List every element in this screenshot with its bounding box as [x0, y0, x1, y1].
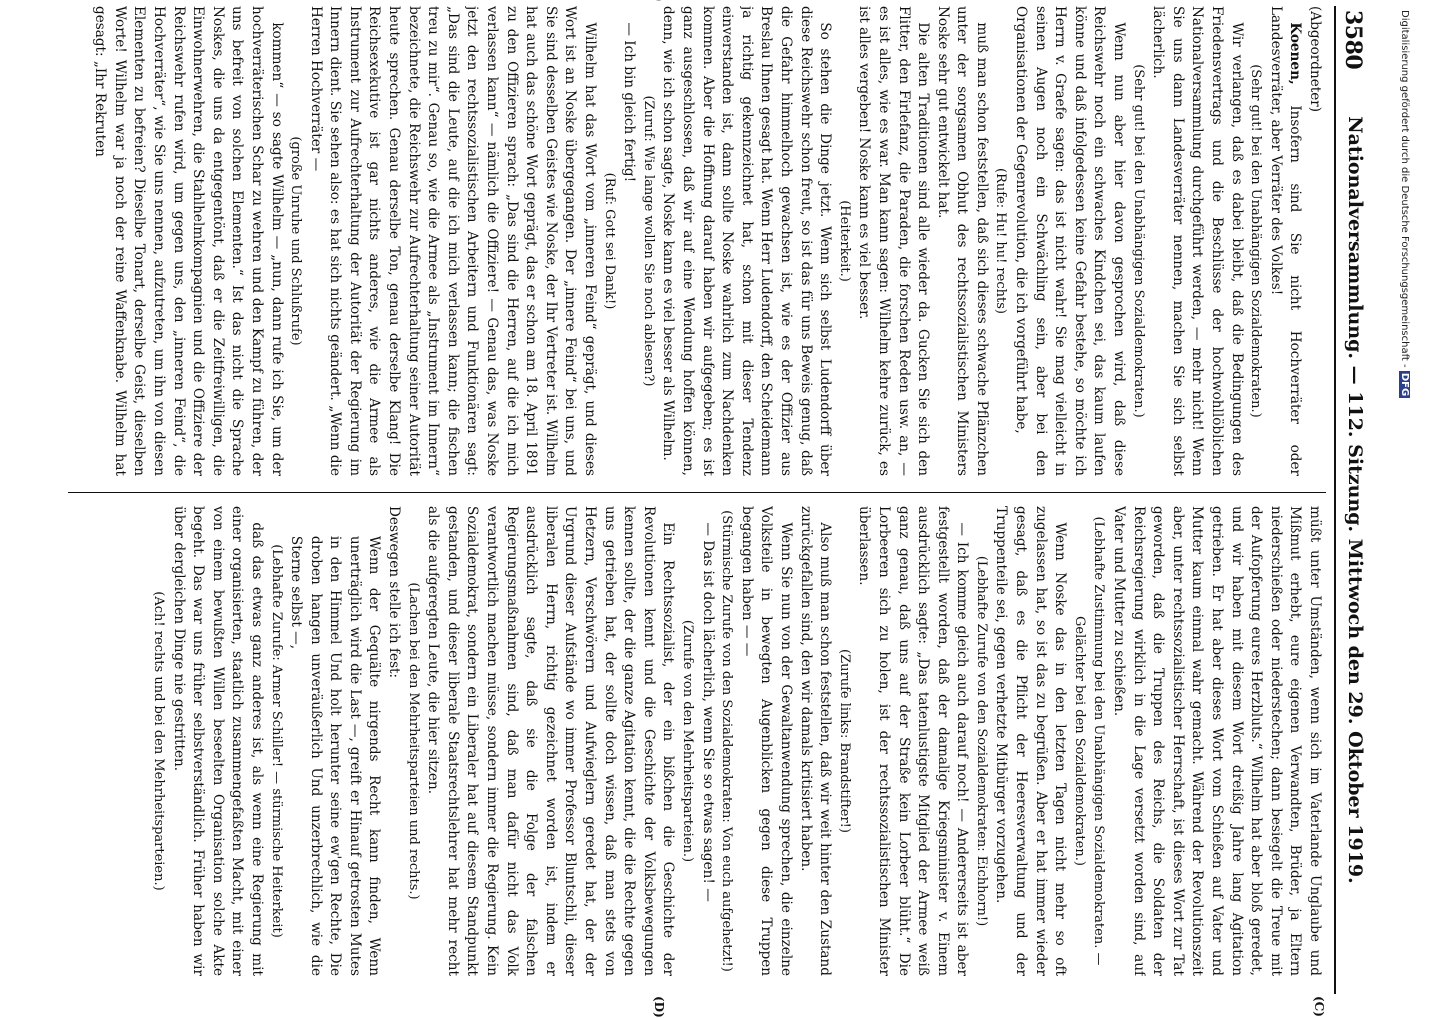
interjection — [403, 506, 423, 976]
right-text-column — [69, 506, 1324, 976]
paragraph-text: Ein Rechtssozialist, der ein bißchen die Geschichte der Revolutionen kennt und die Geschichte der Volksbewegungen kennen sollte, der die ganze Agitation kennt, die die Rechte gegen uns getrieben hat, der sollte doch wissen, daß man stets von Hetzern, Verschwörern und Aufwieglern geredet hat, der der Urgrund dieser Aufstände wo immer Professor Bluntschli, dieser liberalen Herrn, richtig gezeichnet worden ist, indem er ausdrücklich sagte, daß sie die Folge der falschen Regierungsmaßnahmen sind, daß man dafür nicht das Volk verantwortlich machen müsse, sondern immer die Regierung. Kein Sozialdemokrat, sondern ein Liberaler hat auf diesem Standpunkt gestanden, und dieser liberale Staatsrechtslehrer hat mehr recht als die aufgeregten Leute, die hier sitzen. — [425, 506, 677, 976]
paragraph — [305, 6, 599, 476]
paragraph-text: Die alten Traditionen sind alle wieder da. Gucken Sie sich den Flitter, den Firlefanz, die Paraden, die forschen Reden usw. an, — es ist alles, wie es war. Man kann sagen: Wilhelm kehre zurück, es ist alles vergeben! Noske kann es viel besser. — [856, 6, 932, 476]
paragraph — [991, 506, 1069, 976]
paragraph — [854, 506, 972, 976]
paragraph — [286, 506, 384, 976]
interjection — [1246, 6, 1266, 476]
paragraph — [795, 506, 834, 976]
paragraph-text: Wenn Sie nun von der Gewaltanwendung sprechen, die einzelne Volksteile in bewegten Augenblicken gegen diese Truppen begangen haben — — — [738, 506, 794, 976]
paragraph-text: muß man schon feststellen, daß sich dieses schwache Pflänzchen unter der sorgsamen Obhut des rechtssozialistischen Ministers Noske sehr gut entwickelt hat. — [934, 6, 990, 476]
paragraph-text: (Heiterkeit.) — [836, 200, 852, 282]
paragraph-text: (Lebhafte Zurufe: Armer Schiller! — stürmische Heiterkeit) — [268, 544, 284, 938]
rotated-document-page — [62, 6, 1372, 1018]
interjection — [677, 506, 697, 976]
paragraph-text: So stehen die Dinge jetzt. Wenn sich selbst Ludendorff über diese Reichswehr schon freut, so ist das für uns Beweis genug, daß die Gefahr himmelhoch gewachsen ist, wie es der Offizier aus Breslau Ihnen gesagt hat. Wenn Herr Ludendorff, den Scheidemann ja richtig gekennzeichnet hat, schon mit dieser Tendenz einverstanden ist, dann sollte Noske wahrlich zum Nachdenken kommen. Aber die Hoffnung darauf haben wir aufgegeben; es ist ganz ausgeschlossen, daß wir auf eine Wendung hoffen können, denn, wie ich schon sagte, Noske kann es viel besser als Wilhelm. — [660, 6, 834, 476]
paragraph — [619, 6, 639, 476]
interjection — [638, 6, 658, 476]
paragraph-text: (Zurufe links: Brandstifter!) — [836, 649, 852, 833]
paragraph-text: (Lebhafte Zustimmung bei den Unabhängigen Sozialdemokraten. — Gelächter bei den Sozialdemokraten.) — [1071, 516, 1107, 966]
interjection — [148, 506, 168, 976]
paragraph-text: — Das ist doch lächerlich, wenn Sie so etwas sagen! — — [699, 522, 716, 902]
paragraph-text: kommen“ — so sagte Wilhelm — „nun, dann rufe ich Sie, um der hochverräterischen Schar zu wehren und den Kampf zu führen, der uns befreit von solchen Elementen.“ Ist das nicht die Sprache Noskes, die uns da entgegentönt, daß er die Zeitfreiwilligen, die Einwohnerwehren, die Stahlhelmkompagnien und die Offiziere der Reichswehr rufen wird, um gegen uns, den „inneren Feind“, die Hochverräter“, wie Sie uns nennen, aufzutreten, um ihn von diesen Elementen zu befreien? Dieselbe Tonart, derselbe Geist, dieselben Worte! Wilhelm war ja noch der reine Waffenknabe. Wilhelm hat gesagt: „Ihr Rekruten — [92, 6, 285, 476]
paragraph-text: (Sehr gut! bei den Unabhängigen Sozialdemokraten.) — [1130, 64, 1146, 418]
interjection — [286, 6, 306, 476]
paragraph — [697, 506, 717, 976]
paragraph-text: (Lebhafte Zurufe von den Sozialdemokraten: Eichhorn!) — [973, 555, 989, 927]
paragraph — [1265, 6, 1304, 476]
paragraph — [423, 506, 678, 976]
paragraph — [1011, 6, 1129, 476]
paragraph — [1304, 6, 1324, 476]
paragraph-text: (Sehr gut! bei den Unabhängigen Sozialdemokraten.) — [1248, 64, 1264, 418]
interjection — [1069, 506, 1108, 976]
paragraph-text: Deswegen stelle ich fest: — [386, 506, 403, 679]
header-rule — [1334, 6, 1336, 994]
paragraph-text: (Zurufe von den Mehrheitsparteien.) — [680, 619, 695, 863]
paragraph-text: Wenn der Gequälte nirgends Recht kann finden, Wenn unerträglich wird die Last —, greift er Hinauf getrosten Mutes in den Himmel Und holt herunter seine ew'gen Rechte, Die droben hangen unveräußerlich Und unzerbrechlich, wie die Sterne selbst —, — [288, 535, 383, 976]
paragraph-text: — Ich bin gleich fertig! — [621, 22, 638, 183]
paragraph-text: (Ruf: Gott sei Dank!) — [601, 172, 617, 310]
paragraph-text: Insofern sind Sie nicht Hochverräter oder Landesverräter, aber Verräter des Volkes! — [1267, 6, 1304, 476]
margin-marker-d: (D) — [652, 996, 666, 1018]
paragraph-text: — Ich komme gleich auch darauf noch! — Andererseits ist aber festgestellt worden, daß der damalige Kriegsminister v. Einem ausdrücklich sagte: „Das tatenlustigste Mitglied der Armee weiß ganz genau, daß uns auf der Straße kein Lorbeer blüht.“ Die Lorbeeren sich zu holen, ist der rechtssozialistischen Minister überlassen. — [856, 506, 971, 976]
paragraph — [384, 506, 404, 976]
interjection — [971, 506, 991, 976]
paragraph-text: (Rufe: Hu! hu! rechts) — [993, 168, 1009, 314]
interjection — [834, 6, 854, 476]
interjection — [991, 6, 1011, 476]
paragraph-text: Wir verlangen, daß es dabei bleibt, daß die Bedingungen des Friedensvertrags und die Beschlüsse der hochwohllöblichen Nationalversammlung durchgeführt werden, — mehr nicht! Wenn Sie uns dann Landesverräter nennen, machen Sie sich selbst lächerlich. — [1150, 6, 1245, 476]
paragraph-text: (Abgeordneter) — [1307, 6, 1323, 113]
dfg-logo: DFG — [1399, 372, 1410, 397]
paragraph-text: Also muß man schon feststellen, daß wir weit hinter den Zustand zurückgefallen sind, den wir damals kritisiert haben. — [797, 506, 834, 976]
interjection — [834, 506, 854, 976]
interjection — [599, 6, 619, 476]
column-divider — [68, 492, 1326, 493]
digitization-credit — [1390, 10, 1410, 990]
running-title: Nationalversammlung. — 112. Sitzung. Mittwoch den 29. Oktober 1919. — [1344, 116, 1366, 884]
speaker-name: Koenen, — [1287, 22, 1304, 85]
paragraph-text: (Lachen bei den Mehrheitsparteien und rechts.) — [405, 582, 421, 900]
paragraph-text: (Ach! rechts und bei den Mehrheitsparteien.) — [150, 591, 166, 891]
interjection — [1128, 6, 1148, 476]
paragraph — [932, 6, 991, 476]
paragraph-text: (große Unruhe und Schlußrufe) — [288, 136, 304, 346]
page-header — [1328, 6, 1372, 994]
paragraph — [168, 506, 266, 976]
paragraph-text: müßt unter Umständen, wenn sich im Vaterlande Unglaube und Mißmut erhebt, eure eigenen Verwandten, Brüder, ja Eltern niederschießen oder niederstechen; dann besiegelt die Treue mit der Aufopferung eures Herzbluts.“ Wilhelm hat aber bloß geredet, und wir haben mit diesem Wort dreißig Jahre lang Agitation getrieben. Er hat aber dieses Wort vom Schießen auf Vater und Mutter kaum einmal wahr gemacht. Während der Revolutionszeit aber, unter rechtssozialistischer Herrschaft, ist dieses Wort zur Tat geworden, daß die Truppen des Reichs, die Soldaten der Reichsregierung wirklich in die Lage versetzt worden sind, auf Vater und Mutter zu schießen. — [1111, 506, 1323, 976]
margin-marker-c: (C) — [1312, 996, 1326, 1017]
paragraph-text: (Zuruf: Wie lange wollen Sie noch ablesen?) — [640, 95, 656, 387]
interjection — [717, 506, 737, 976]
paragraph — [854, 6, 932, 476]
interjection — [266, 506, 286, 976]
paragraph — [90, 6, 286, 476]
digitization-credit-text: Digitalisierung gefördert durch die Deutsche Forschungsgemeinschaft - — [1399, 10, 1410, 368]
paragraph — [736, 506, 795, 976]
paragraph-text: daß das etwas ganz anderes ist, als wenn eine Regierung mit einer organisierten, staatlich zusammengefaßten Macht, mit einer von einem bewußten Willen beseelten Organisation solche Akte begeht. Das war uns früher selbstverständlich. Früher haben wir über dergleichen Dinge nie gestritten. — [170, 506, 265, 976]
left-text-column — [69, 6, 1324, 476]
paragraph-text: Wenn Noske das in den letzten Tagen nicht mehr so oft zugelassen hat, so ist das zu begrüßen. Aber er hat immer wieder gesagt, daß es die Pflicht der Heeresverwaltung und der Truppenteile sei, gegen verhetzte Mitbürger vorzugehen. — [993, 506, 1069, 976]
paragraph-text: Wenn nun aber hier davon gesprochen wird, daß diese Reichswehr noch ein schwaches Kindchen sei, das kaum laufen könne und daß infolgedessen keine Gefahr bestehe, so möchte ich Herrn v. Graefe sagen: das ist nicht wahr! Sie mag vielleicht in seinen Augen noch ein Schwächling sein, aber bei den Organisationen der Gegenrevolution, die ich vorgeführt habe, — [1013, 6, 1128, 476]
paragraph-text: (Stürmische Zurufe von den Sozialdemokraten: Von euch aufgehetzt!) — [719, 510, 735, 972]
paragraph — [1108, 506, 1324, 976]
margin-marker-b — [652, 0, 666, 2]
page-number: 3580 — [1340, 10, 1366, 70]
margin-marker-a — [1312, 0, 1326, 1]
paragraph — [1148, 6, 1246, 476]
paragraph-text: Wilhelm hat das Wort vom „inneren Feind“ geprägt, und dieses Wort ist an Noske übergegangen. Der „innere Feind“ bei uns, und Sie sind desselben Geistes wie Noske, der Ihr Vertreter ist. Wilhelm hat auch das schöne Wort geprägt, das er schon am 18. April 1891 zu den Offizieren sprach: „Das sind die Herren, auf die ich mich verlassen kann“ — nämlich die Offiziere! — Genau das, was Noske jetzt den rechtssozialistischen Arbeitern und Funktionären sagt: „Das sind die Leute, auf die ich mich verlassen kann; die fischen treu zu mir“. Genau so, wie die Armee als „Instrument im Innern“ bezeichnete, die Reichswehr zur Aufrechterhaltung seiner Autorität heute sprechen. Genau derselbe Ton, genau derselbe Klang! Die Reichsexekutive ist gar nichts anderes, wie die Armee als Instrument zur Aufrechterhaltung der Autorität der Regierung im Innern dient. Sie sehen also: es hat sich nichts geändert. „Wenn die Herren Hochverräter — — [307, 6, 599, 476]
paragraph — [658, 6, 834, 476]
